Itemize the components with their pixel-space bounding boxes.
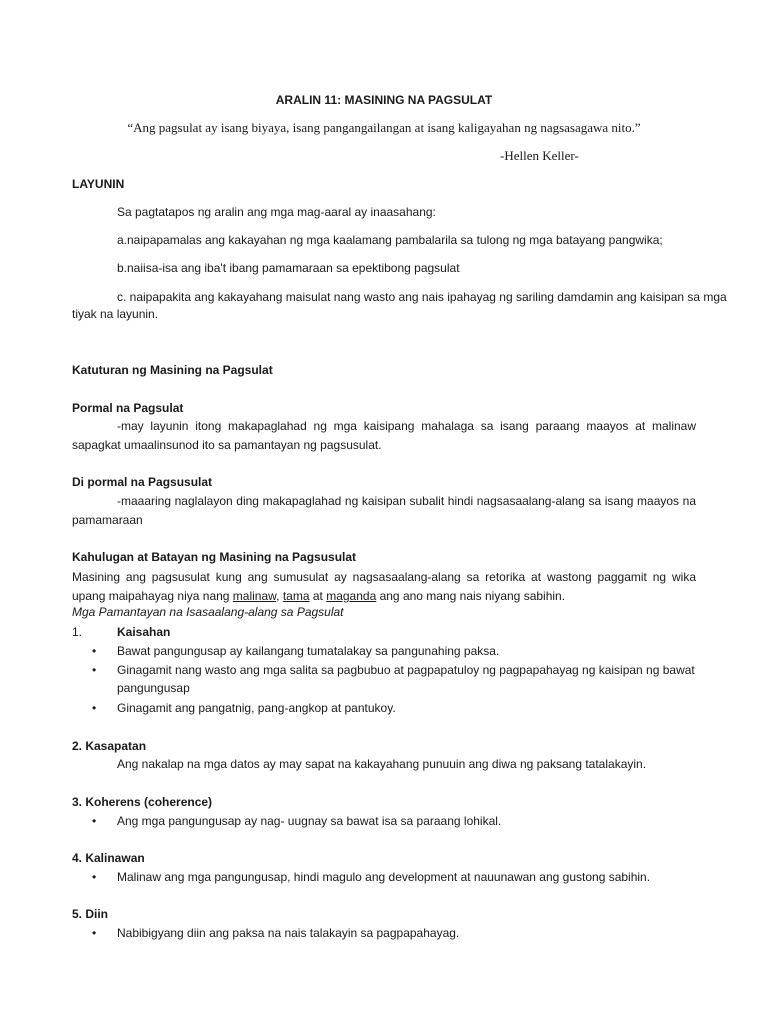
bullet: • <box>92 870 97 884</box>
layunin-item-a: a.naipapamalas ang kakayahan ng mga kaalamang pambalarila sa tulong ng mga batayang pangwika; <box>117 233 663 247</box>
kalinawan-heading: 4. Kalinawan <box>72 851 145 865</box>
layunin-item-b: b.naiisa-isa ang iba't ibang pamamaraan sa epektibong pagsulat <box>117 261 460 275</box>
bullet: • <box>92 663 97 677</box>
katuturan-heading: Katuturan ng Masining na Pagsulat <box>72 363 273 377</box>
bullet: • <box>92 926 97 940</box>
kasapatan-heading: 2. Kasapatan <box>72 739 147 753</box>
kahulugan-text-after: ang ano mang nais niyang sabihin. <box>376 589 566 603</box>
diin-heading: 5. Diin <box>72 907 109 921</box>
bullet: • <box>92 701 97 715</box>
kasapatan-text: Ang nakalap na mga datos ay may sapat na kakayahang punuuin ang diwa ng paksang tatalakayin. <box>117 757 647 771</box>
layunin-item-c-line2: tiyak na layunin. <box>72 307 159 321</box>
kaisahan-bullet-2-cont: pangungusap <box>117 681 190 695</box>
kaisahan-heading: Kaisahan <box>117 625 171 639</box>
diin-bullet: Nabibigyang diin ang paksa na nais talakayin sa pagpapahayag. <box>117 926 460 940</box>
kaisahan-number: 1. <box>72 625 83 639</box>
sep-2: at <box>309 589 327 603</box>
kaisahan-bullet-3: Ginagamit ang pangatnig, pang-angkop at pantukoy. <box>117 701 396 715</box>
kahulugan-text <box>72 568 696 606</box>
quote: “Ang pagsulat ay isang biyaya, isang pangangailangan at isang kaligayahan ng nagsasagawa nito.” <box>127 120 641 135</box>
di-pormal-heading: Di pormal na Pagsusulat <box>72 475 213 489</box>
word-malinaw: malinaw <box>232 589 277 603</box>
bullet: • <box>92 644 97 658</box>
kalinawan-bullet: Malinaw ang mga pangungusap, hindi magulo ang development at nauunawan ang gustong sabihin. <box>117 870 651 884</box>
word-tama: tama <box>282 589 310 603</box>
layunin-item-c-line1: c. naipapakita ang kakayahang maisulat nang wasto ang nais ipahayag ng sariling damdamin ang kaisipan sa mga <box>117 290 727 304</box>
bullet: • <box>92 814 97 828</box>
koherens-bullet: Ang mga pangungusap ay nag- uugnay sa bawat isa sa paraang lohikal. <box>117 814 502 828</box>
di-pormal-text: -maaaring naglalayon ding makapaglahad ng kaisipan subalit hindi nagsasaalang-alang sa isang maayos na pamamaraan <box>72 494 696 527</box>
pormal-heading: Pormal na Pagsulat <box>72 401 184 415</box>
layunin-intro: Sa pagtatapos ng aralin ang mga mag-aaral ay inaasahang: <box>117 205 436 219</box>
layunin-heading: LAYUNIN <box>72 177 125 191</box>
sep-1: , <box>276 589 283 603</box>
kaisahan-bullet-2: Ginagamit nang wasto ang mga salita sa pagbubuo at pagpapatuloy ng pagpapahayag ng kaisipan ng bawat <box>117 663 695 677</box>
word-maganda: maganda <box>326 589 377 603</box>
quote-author: -Hellen Keller- <box>500 148 579 163</box>
kaisahan-bullet-1: Bawat pangungusap ay kailangang tumatalakay sa pangunahing paksa. <box>117 644 500 658</box>
page-title: ARALIN 11: MASINING NA PAGSULAT <box>275 93 493 107</box>
pormal-text: -may layunin itong makapaglahad ng mga kaisipang mahalaga sa isang paraang maayos at malinaw sapagkat umaalinsunod ito sa pamantayan ng pagsusulat. <box>72 419 696 452</box>
kahulugan-text-before: Masining ang pagsusulat kung ang sumusulat ay nagsasaalang-alang sa retorika at wastong paggamit ng wika upang maipahayag niya nang <box>72 570 696 603</box>
koherens-heading: 3. Koherens (coherence) <box>72 795 213 809</box>
kahulugan-heading: Kahulugan at Batayan ng Masining na Pagsusulat <box>72 550 357 564</box>
pamantayan-subheading: Mga Pamantayan na Isasaalang-alang sa Pagsulat <box>72 605 344 619</box>
